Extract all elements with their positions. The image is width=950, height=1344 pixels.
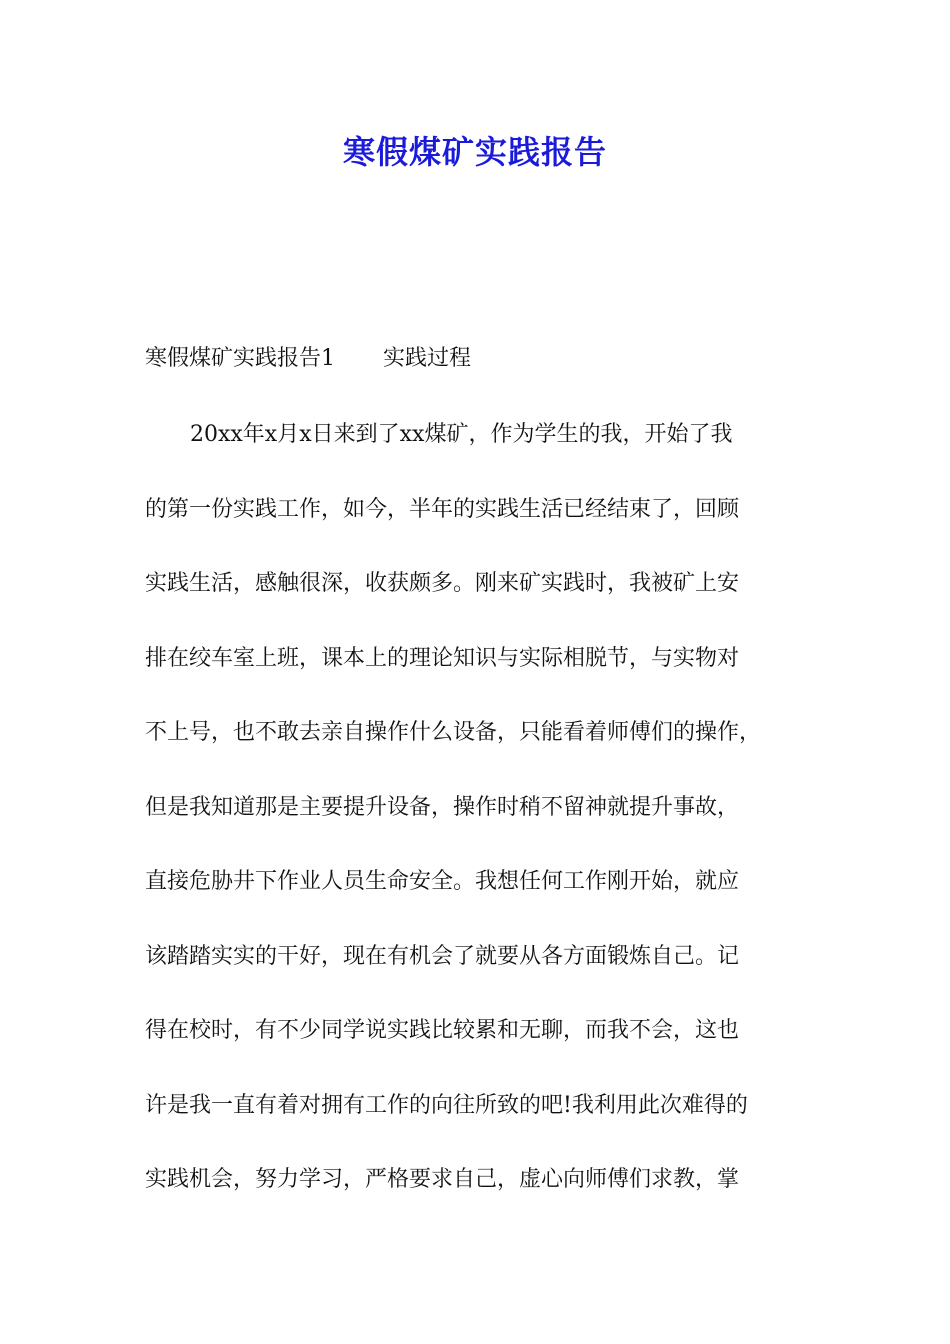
paragraph-line: 实践机会，努力学习，严格要求自己，虚心向师傅们求教，掌 — [145, 1167, 740, 1192]
section-heading — [145, 343, 471, 375]
paragraph-line: 的第一份实践工作，如今，半年的实践生活已经结束了，回顾 — [145, 497, 740, 522]
paragraph-line: 20xx年x月x日来到了xx煤矿，作为学生的我，开始了我 — [190, 422, 733, 447]
document-title: 寒假煤矿实践报告 — [342, 133, 607, 171]
paragraph-line: 得在校时，有不少同学说实践比较累和无聊，而我不会，这也 — [145, 1018, 740, 1043]
paragraph-line: 直接危胁井下作业人员生命安全。我想任何工作刚开始，就应 — [145, 869, 740, 894]
section-heading-subtitle: 实践过程 — [383, 346, 472, 371]
paragraph-line: 实践生活，感触很深，收获颇多。刚来矿实践时，我被矿上安 — [145, 571, 740, 596]
paragraph-line: 排在绞车室上班，课本上的理论知识与实际相脱节，与实物对 — [145, 646, 740, 671]
paragraph-line: 该踏踏实实的干好，现在有机会了就要从各方面锻炼自己。记 — [145, 944, 740, 969]
paragraph-line: 但是我知道那是主要提升设备，操作时稍不留神就提升事故， — [145, 795, 740, 820]
paragraph-line: 不上号，也不敢去亲自操作什么设备，只能看着师傅们的操作， — [145, 720, 762, 745]
section-heading-label: 寒假煤矿实践报告1 — [145, 346, 335, 371]
paragraph-line: 许是我一直有着对拥有工作的向往所致的吧!我利用此次难得的 — [145, 1093, 748, 1118]
